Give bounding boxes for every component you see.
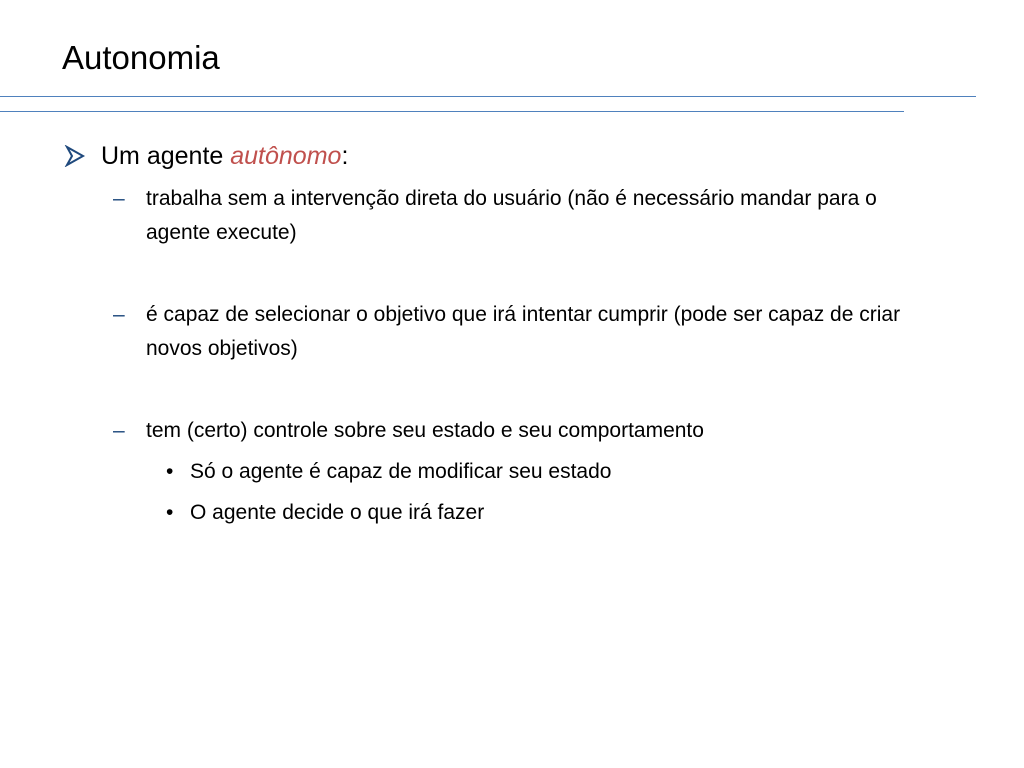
sub-sub-bullet-marker: • — [166, 501, 174, 524]
sub-bullet-text: trabalha sem a intervenção direta do usuário (não é necessário mandar para o agente execute) — [146, 187, 877, 244]
title-divider-bottom — [0, 111, 904, 112]
main-bullet-prefix: Um agente — [101, 142, 231, 170]
sub-bullet-marker: – — [113, 187, 125, 210]
title-divider-top — [0, 96, 976, 97]
main-bullet-text — [101, 138, 348, 174]
sub-bullet-marker: – — [113, 419, 125, 442]
arrow-bullet-shape — [67, 147, 83, 165]
arrow-bullet-icon — [64, 145, 86, 167]
sub-bullet-marker: – — [113, 303, 125, 326]
main-bullet-suffix: : — [341, 142, 349, 170]
sub-sub-bullet-marker: • — [166, 460, 174, 483]
sub-sub-bullet-text: Só o agente é capaz de modificar seu estado — [190, 460, 612, 483]
sub-sub-bullet-text: O agente decide o que irá fazer — [190, 501, 485, 524]
slide-title: Autonomia — [62, 39, 220, 76]
main-bullet-marker — [64, 138, 86, 174]
sub-bullet-text: tem (certo) controle sobre seu estado e seu comportamento — [146, 419, 704, 442]
sub-bullet-text: é capaz de selecionar o objetivo que irá intentar cumprir (pode ser capaz de criar novos objetivos) — [146, 303, 901, 360]
main-bullet-emphasis: autônomo — [230, 142, 342, 170]
